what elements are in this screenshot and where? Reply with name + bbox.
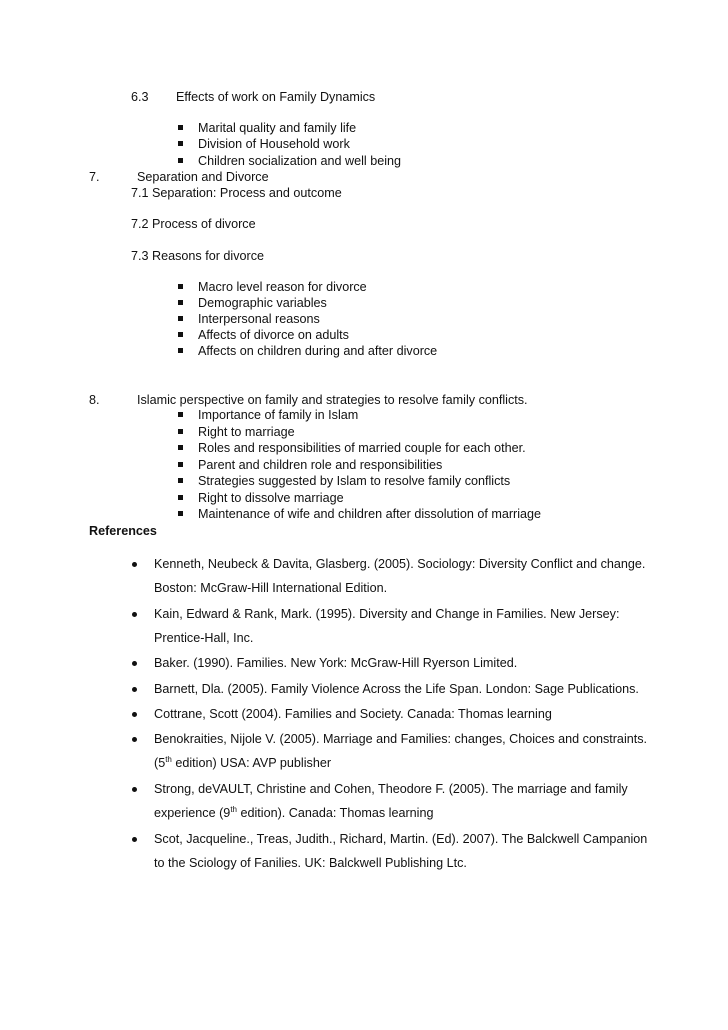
square-bullet-icon (178, 462, 183, 467)
reference-line: Prentice-Hall, Inc. (154, 631, 254, 645)
list-item: Right to marriage (198, 425, 295, 439)
square-bullet-icon (178, 158, 183, 163)
list-item: Demographic variables (198, 296, 327, 310)
square-bullet-icon (178, 511, 183, 516)
square-bullet-icon (178, 300, 183, 305)
reference-line: to the Sciology of Fanilies. UK: Balckwell Publishing Ltc. (154, 856, 467, 870)
reference-line: Scot, Jacqueline., Treas, Judith., Richard, Martin. (Ed). 2007). The Balckwell Campanion (154, 832, 648, 846)
round-bullet-icon (132, 737, 137, 742)
list-item: Macro level reason for divorce (198, 280, 367, 294)
section-8-title: Islamic perspective on family and strategies to resolve family conflicts. (137, 393, 528, 407)
list-item: Affects of divorce on adults (198, 328, 349, 342)
list-item: Right to dissolve marriage (198, 491, 344, 505)
square-bullet-icon (178, 429, 183, 434)
reference-line: Boston: McGraw-Hill International Edition. (154, 581, 388, 595)
round-bullet-icon (132, 612, 137, 617)
square-bullet-icon (178, 125, 183, 130)
square-bullet-icon (178, 141, 183, 146)
section-6-3-number: 6.3 (131, 90, 149, 104)
round-bullet-icon (132, 712, 137, 717)
round-bullet-icon (132, 787, 137, 792)
reference-line: (5th edition) USA: AVP publisher (154, 754, 332, 770)
section-8-number: 8. (89, 393, 100, 407)
reference-line: Barnett, Dla. (2005). Family Violence Across the Life Span. London: Sage Publications. (154, 682, 639, 696)
reference-line: Kain, Edward & Rank, Mark. (1995). Diversity and Change in Families. New Jersey: (154, 607, 620, 621)
list-item: Strategies suggested by Islam to resolve family conflicts (198, 474, 511, 488)
section-7-3: 7.3 Reasons for divorce (131, 249, 265, 263)
section-7-1: 7.1 Separation: Process and outcome (131, 186, 342, 200)
reference-line: Cottrane, Scott (2004). Families and Society. Canada: Thomas learning (154, 707, 552, 721)
square-bullet-icon (178, 284, 183, 289)
list-item: Division of Household work (198, 137, 350, 151)
square-bullet-icon (178, 412, 183, 417)
square-bullet-icon (178, 332, 183, 337)
list-item: Marital quality and family life (198, 121, 357, 135)
section-7-2: 7.2 Process of divorce (131, 217, 256, 231)
reference-line: Strong, deVAULT, Christine and Cohen, Theodore F. (2005). The marriage and family (154, 782, 628, 796)
square-bullet-icon (178, 348, 183, 353)
round-bullet-icon (132, 562, 137, 567)
section-7-title: Separation and Divorce (137, 170, 269, 184)
list-item: Affects on children during and after divorce (198, 344, 438, 358)
reference-line: Benokraities, Nijole V. (2005). Marriage and Families: changes, Choices and constraints. (154, 732, 648, 746)
list-item: Maintenance of wife and children after dissolution of marriage (198, 507, 542, 521)
reference-line: Kenneth, Neubeck & Davita, Glasberg. (2005). Sociology: Diversity Conflict and change. (154, 557, 646, 571)
square-bullet-icon (178, 445, 183, 450)
list-item: Children socialization and well being (198, 154, 402, 168)
section-6-3-title: Effects of work on Family Dynamics (176, 90, 376, 104)
list-item: Interpersonal reasons (198, 312, 320, 326)
round-bullet-icon (132, 661, 137, 666)
reference-line: experience (9th edition). Canada: Thomas learning (154, 804, 434, 820)
list-item: Roles and responsibilities of married couple for each other. (198, 441, 526, 455)
list-item: Importance of family in Islam (198, 408, 359, 422)
round-bullet-icon (132, 837, 137, 842)
section-7-number: 7. (89, 170, 100, 184)
square-bullet-icon (178, 495, 183, 500)
references-heading: References (89, 524, 157, 538)
square-bullet-icon (178, 316, 183, 321)
list-item: Parent and children role and responsibilities (198, 458, 443, 472)
round-bullet-icon (132, 687, 137, 692)
reference-line: Baker. (1990). Families. New York: McGraw-Hill Ryerson Limited. (154, 656, 518, 670)
square-bullet-icon (178, 478, 183, 483)
